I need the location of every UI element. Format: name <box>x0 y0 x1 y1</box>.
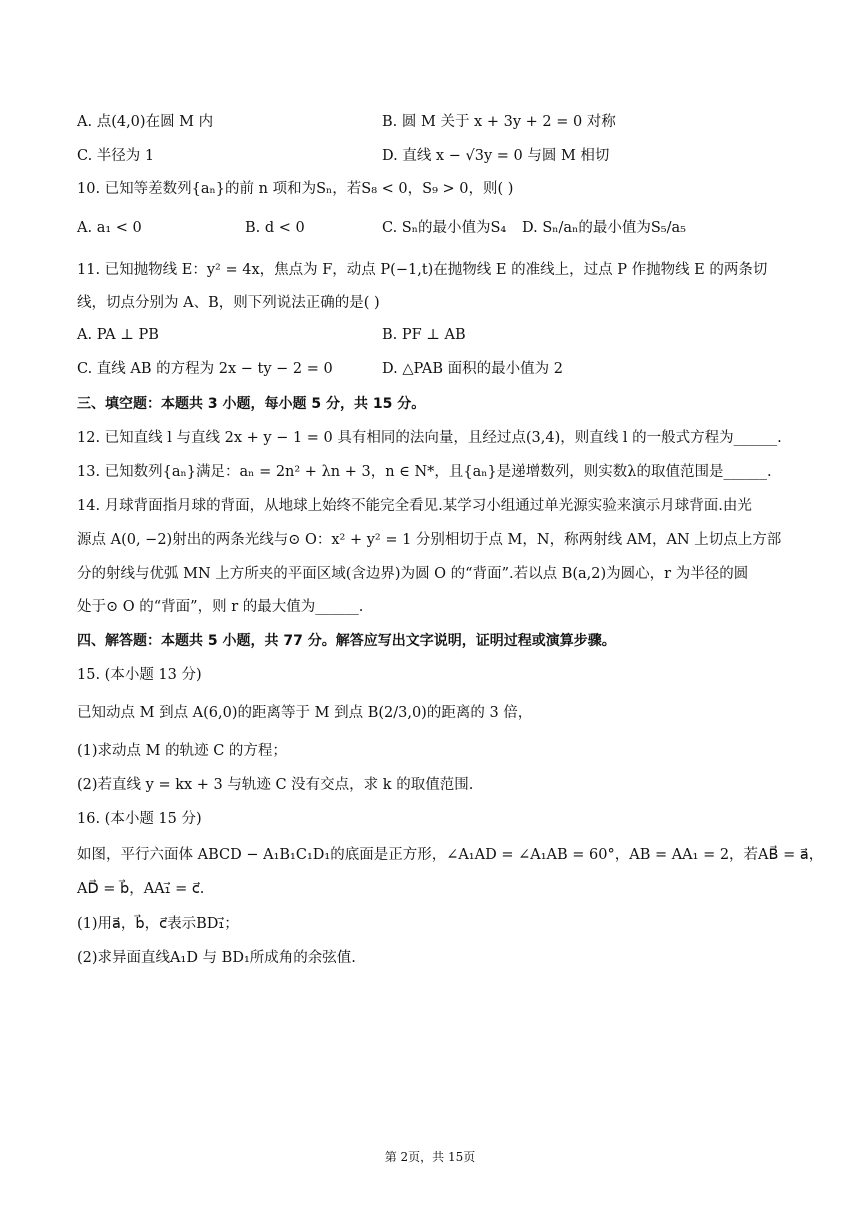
q16-stem-line2: AD⃗ = b⃗，AA₁⃗ = c⃗. <box>77 881 205 897</box>
q15-header: 15. (本小题 13 分) <box>77 667 202 683</box>
q10-stem: 10. 已知等差数列{aₙ}的前 n 项和为Sₙ，若S₈ < 0，S₉ > 0，则( ) <box>77 181 514 197</box>
q15-part1: (1)求动点 M 的轨迹 C 的方程； <box>77 743 287 759</box>
q11-option-c: C. 直线 AB 的方程为 2x − ty − 2 = 0 <box>77 361 333 377</box>
q15-stem: 已知动点 M 到点 A(6,0)的距离等于 M 到点 B(2/3,0)的距离的 3 倍， <box>77 705 533 721</box>
q14-line2: 源点 A(0, −2)射出的两条光线与⊙ O：x² + y² = 1 分别相切于点 M，N，称两射线 AM，AN 上切点上方部 <box>77 532 782 548</box>
q11-option-a: A. PA ⊥ PB <box>77 327 159 343</box>
q16-part1: (1)用a⃗，b⃗，c⃗表示BD₁⃗； <box>77 916 239 932</box>
q16-stem-line1: 如图，平行六面体 ABCD − A₁B₁C₁D₁的底面是正方形，∠A₁AD = ∠A₁AB = 60°，AB = AA₁ = 2，若AB⃗ = a⃗， <box>77 847 824 863</box>
q16-part2: (2)求异面直线A₁D 与 BD₁所成角的余弦值. <box>77 950 356 966</box>
question-13: 13. 已知数列{aₙ}满足：aₙ = 2n² + λn + 3，n ∈ N*，且{aₙ}是递增数列，则实数λ的取值范围是______. <box>77 464 772 480</box>
section-3-heading: 三、填空题：本题共 3 小题，每小题 5 分，共 15 分。 <box>77 396 426 412</box>
q10-option-c: C. Sₙ的最小值为S₄ <box>382 220 507 236</box>
q9-option-a: A. 点(4,0)在圆 M 内 <box>77 114 214 130</box>
q11-option-b: B. PF ⊥ AB <box>382 327 466 343</box>
q9-option-c: C. 半径为 1 <box>77 148 155 164</box>
q10-option-b: B. d < 0 <box>245 220 305 236</box>
q11-stem-line1: 11. 已知抛物线 E：y² = 4x，焦点为 F，动点 P(−1,t)在抛物线 E 的准线上，过点 P 作抛物线 E 的两条切 <box>77 262 768 278</box>
q14-line3: 分的射线与优弧 MN 上方所夹的平面区域(含边界)为圆 O 的“背面”.若以点 B(a,2)为圆心，r 为半径的圆 <box>77 566 749 582</box>
q9-option-d: D. 直线 x − √3y = 0 与圆 M 相切 <box>382 148 610 164</box>
q11-option-d: D. △PAB 面积的最小值为 2 <box>382 361 563 377</box>
section-4-heading: 四、解答题：本题共 5 小题，共 77 分。解答应写出文字说明，证明过程或演算步骤。 <box>77 633 616 649</box>
q15-part2: (2)若直线 y = kx + 3 与轨迹 C 没有交点，求 k 的取值范围. <box>77 777 474 793</box>
q14-line1: 14. 月球背面指月球的背面，从地球上始终不能完全看见.某学习小组通过单光源实验来演示月球背面.由光 <box>77 498 752 514</box>
q16-header: 16. (本小题 15 分) <box>77 811 202 827</box>
q10-option-a: A. a₁ < 0 <box>77 220 142 236</box>
page-footer: 第 2页，共 15页 <box>384 1150 476 1164</box>
q11-stem-line2: 线，切点分别为 A、B，则下列说法正确的是( ) <box>77 295 380 311</box>
question-12: 12. 已知直线 l 与直线 2x + y − 1 = 0 具有相同的法向量，且经过点(3,4)，则直线 l 的一般式方程为______. <box>77 430 782 446</box>
q9-option-b: B. 圆 M 关于 x + 3y + 2 = 0 对称 <box>382 114 616 130</box>
q10-option-d: D. Sₙ/aₙ的最小值为S₅/a₅ <box>522 220 686 236</box>
q14-line4: 处于⊙ O 的“背面”，则 r 的最大值为______. <box>77 599 364 615</box>
